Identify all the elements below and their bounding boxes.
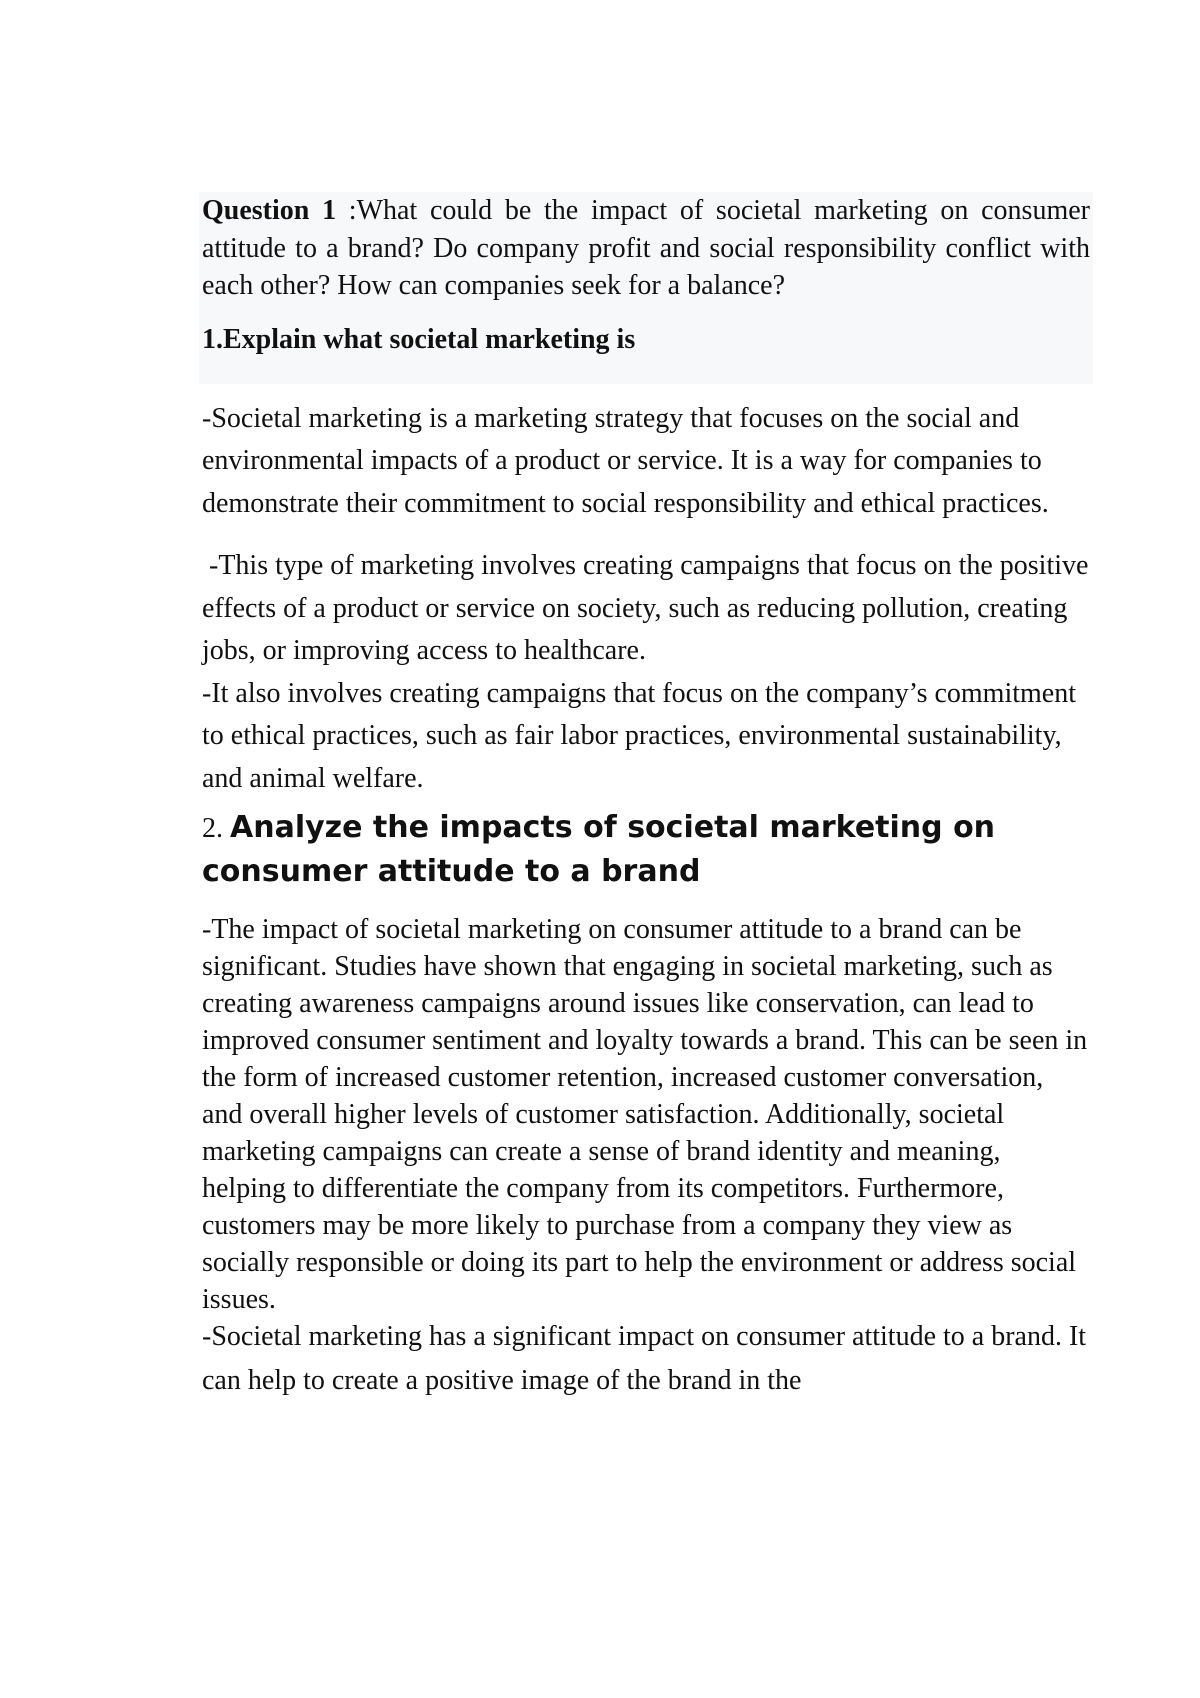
spacer	[202, 894, 1090, 911]
section-2-heading	[202, 806, 1090, 894]
document-body	[202, 192, 1096, 1403]
section-2-number: 2.	[202, 813, 230, 844]
section-2-paragraph-1: -The impact of societal marketing on consumer attitude to a brand can be significant. Studies have shown that engaging in societal marketing, such as creating awareness campaigns around issues like conservation, can lead to improved consumer sentiment and loyalty towards a brand. This can be seen in the form of increased customer retention, increased customer conversation, and overall higher levels of customer satisfaction. Additionally, societal marketing campaigns can create a sense of brand identity and meaning, helping to differentiate the company from its competitors. Furthermore, customers may be more likely to purchase from a company they view as socially responsible or doing its part to help the environment or address social issues.	[202, 914, 1088, 1315]
section-1-paragraph-2b: -It also involves creating campaigns that focus on the company’s commitment to ethical practices, such as fair labor practices, environmental sustainability, and animal welfare.	[202, 677, 1077, 794]
question-label: Question 1	[202, 195, 337, 226]
section-2-heading-text: Analyze the impacts of societal marketing on consumer attitude to a brand	[202, 810, 996, 889]
question-text: :What could be the impact of societal marketing on consumer attitude to a brand? Do company profit and social responsibility conflict with each other? How can companies seek for a balance?	[202, 195, 1090, 301]
section-2-paragraph-2: -Societal marketing has a significant impact on consumer attitude to a brand. It can help to create a positive image of the brand in the	[202, 1321, 1087, 1396]
question-highlight-block	[199, 192, 1093, 384]
section-1-heading: 1.Explain what societal marketing is	[202, 323, 636, 355]
question-paragraph	[202, 192, 1090, 321]
spacer	[202, 525, 1090, 545]
section-1-paragraph-1: -Societal marketing is a marketing strategy that focuses on the social and environmental impacts of a product or service. It is a way for companies to demonstrate their commitment to social responsibility and ethical practices.	[202, 402, 1049, 519]
section-1-paragraph-2a: -This type of marketing involves creating campaigns that focus on the positive effects of a product or service on society, such as reducing pollution, creating jobs, or improving access to healthcare.	[202, 550, 1096, 666]
